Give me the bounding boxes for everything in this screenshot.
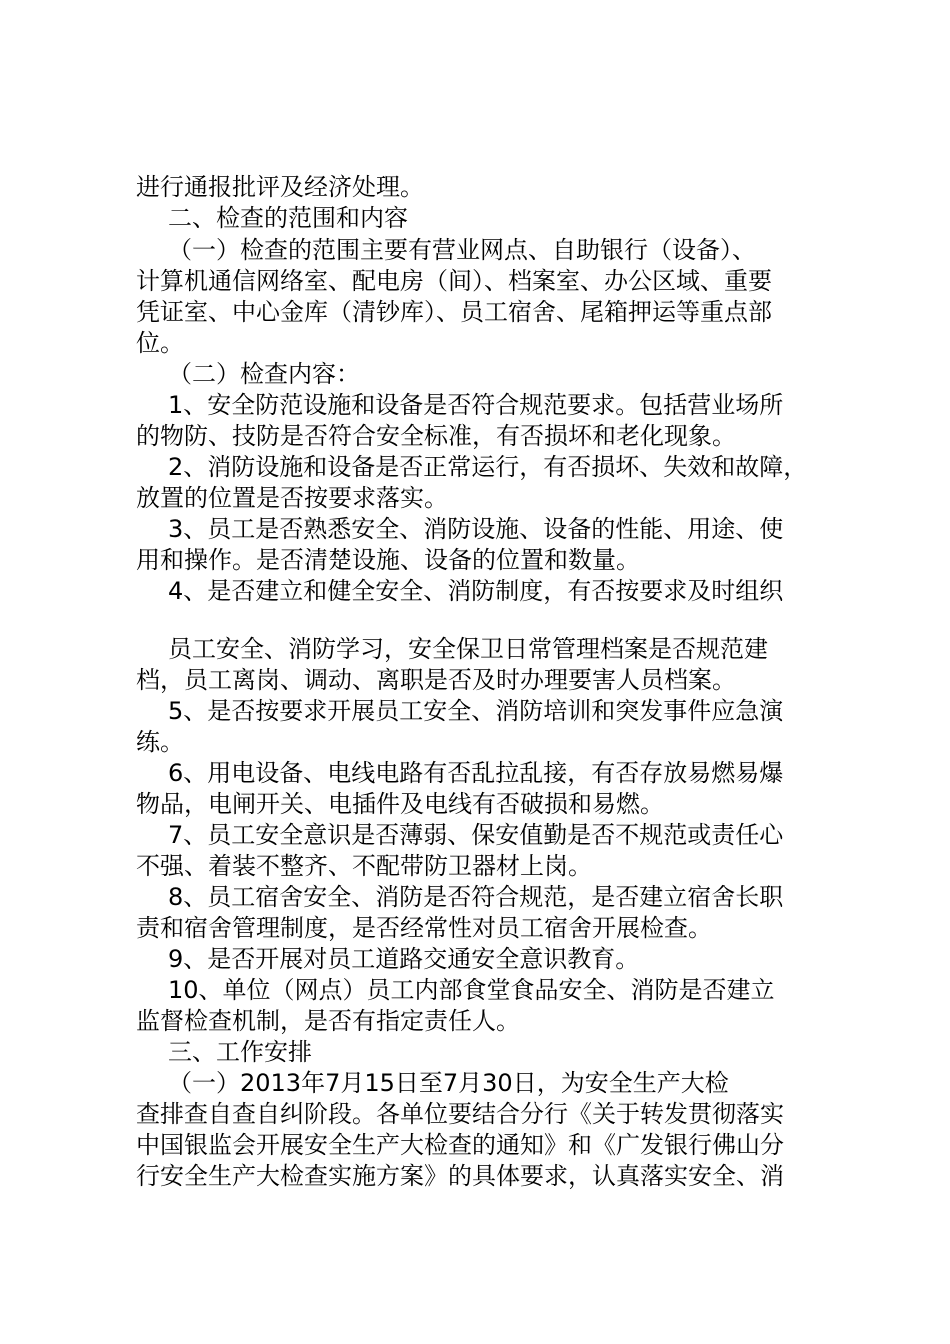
text-line: 用和操作。是否清楚设施、设备的位置和数量。 <box>136 546 640 574</box>
text-line: 责和宿舍管理制度，是否经常性对员工宿舍开展检查。 <box>136 914 712 942</box>
text-line: 放置的位置是否按要求落实。 <box>136 484 448 512</box>
text-line: （一）2013年7月15日至7月30日，为安全生产大检 <box>168 1069 729 1097</box>
text-line: 1、安全防范设施和设备是否符合规范要求。包括营业场所 <box>168 391 784 419</box>
text-line: 位。 <box>136 329 184 357</box>
section-heading: 三、工作安排 <box>168 1038 312 1066</box>
text-line: 员工安全、消防学习，安全保卫日常管理档案是否规范建 <box>168 635 768 663</box>
text-line: 6、用电设备、电线电路有否乱拉乱接，有否存放易燃易爆 <box>168 759 784 787</box>
text-line: 查排查自查自纠阶段。各单位要结合分行《关于转发贯彻落实 <box>136 1100 784 1128</box>
text-line: 中国银监会开展安全生产大检查的通知》和《广发银行佛山分 <box>136 1131 784 1159</box>
text-line: 2、消防设施和设备是否正常运行，有否损坏、失效和故障， <box>168 453 808 481</box>
text-line: 不强、着装不整齐、不配带防卫器材上岗。 <box>136 852 592 880</box>
text-line: 3、员工是否熟悉安全、消防设施、设备的性能、用途、使 <box>168 515 784 543</box>
text-line: （二）检查内容： <box>168 360 360 388</box>
text-line: 进行通报批评及经济处理。 <box>136 173 424 201</box>
section-heading: 二、检查的范围和内容 <box>168 204 408 232</box>
text-line: 4、是否建立和健全安全、消防制度，有否按要求及时组织 <box>168 577 784 605</box>
text-line: 监督检查机制，是否有指定责任人。 <box>136 1007 520 1035</box>
text-line: 的物防、技防是否符合安全标准，有否损坏和老化现象。 <box>136 422 736 450</box>
text-line: 7、员工安全意识是否薄弱、保安值勤是否不规范或责任心 <box>168 821 784 849</box>
text-line: 物品，电闸开关、电插件及电线有否破损和易燃。 <box>136 790 664 818</box>
text-line: 练。 <box>136 728 184 756</box>
text-line: 9、是否开展对员工道路交通安全意识教育。 <box>168 945 640 973</box>
text-line: 5、是否按要求开展员工安全、消防培训和突发事件应急演 <box>168 697 784 725</box>
text-line: 档，员工离岗、调动、离职是否及时办理要害人员档案。 <box>136 666 736 694</box>
text-line: 8、员工宿舍安全、消防是否符合规范，是否建立宿舍长职 <box>168 883 784 911</box>
text-line: 行安全生产大检查实施方案》的具体要求，认真落实安全、消 <box>136 1162 784 1190</box>
text-line: （一）检查的范围主要有营业网点、自助银行（设备）、 <box>168 236 756 264</box>
text-line: 计算机通信网络室、配电房（间）、档案室、办公区域、重要 <box>136 267 772 295</box>
text-line: 凭证室、中心金库（清钞库）、员工宿舍、尾箱押运等重点部 <box>136 298 772 326</box>
text-line: 10、单位（网点）员工内部食堂食品安全、消防是否建立 <box>168 976 775 1004</box>
